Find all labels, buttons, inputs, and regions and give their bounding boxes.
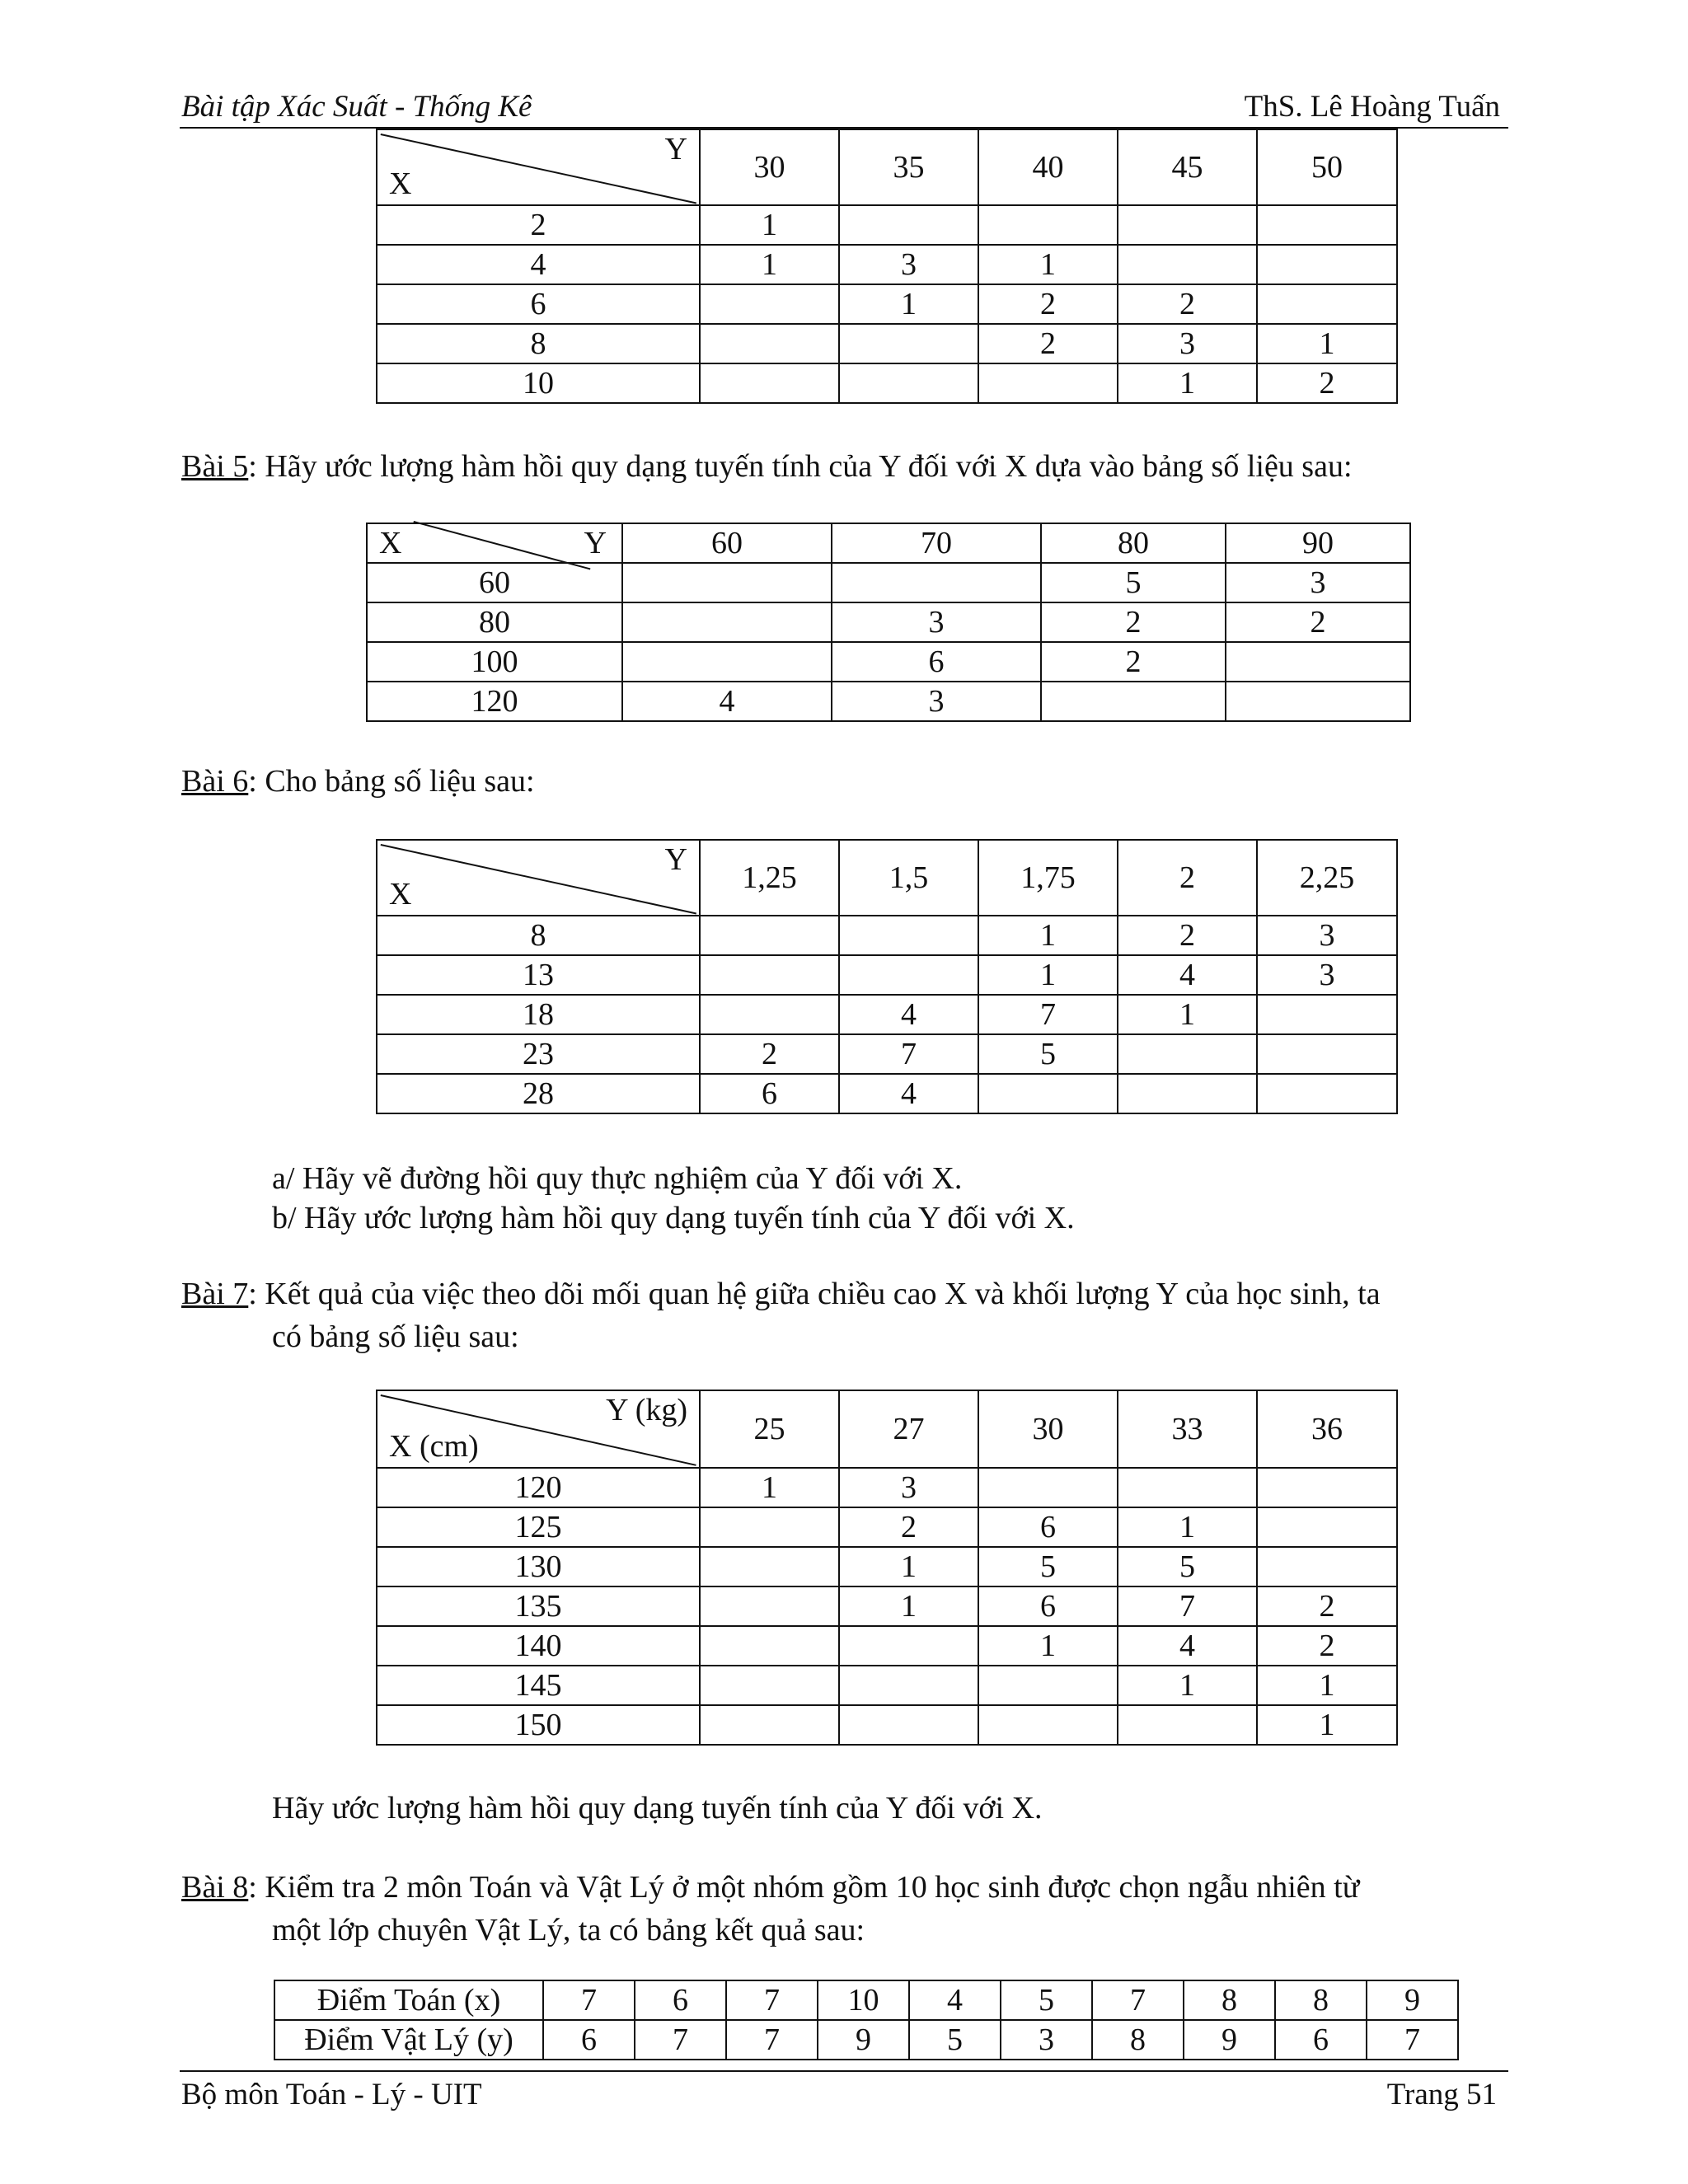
table-row [367,563,1410,602]
table-bai5 [366,523,1411,722]
cell [1257,284,1397,324]
cell: 1 [978,955,1118,995]
cell: 2 [1226,602,1410,642]
table-row [377,995,1397,1034]
row-header: 80 [367,602,622,642]
row-header: 100 [367,642,622,682]
table-row [367,602,1410,642]
table-row [377,1074,1397,1113]
cell [839,1626,978,1666]
cell: 5 [1041,563,1226,602]
col-header: 2,25 [1257,840,1397,916]
cell: 1 [1118,363,1257,403]
cell: 3 [1001,2020,1092,2060]
table-row [377,1705,1397,1745]
cell [978,1074,1118,1113]
cell [700,363,839,403]
cell: 2 [978,324,1118,363]
cell: 5 [978,1547,1118,1586]
table-row [377,916,1397,955]
col-header: 33 [1118,1390,1257,1468]
col-header: 36 [1257,1390,1397,1468]
bai7-note: Hãy ước lượng hàm hồi quy dạng tuyến tính của Y đối với X. [272,1791,1043,1825]
cell: 5 [909,2020,1001,2060]
cell: 2 [1118,284,1257,324]
cell [700,995,839,1034]
cell: 2 [1041,602,1226,642]
cell [1257,1034,1397,1074]
table-row [367,642,1410,682]
table-row [377,284,1397,324]
footer-rule [180,2070,1508,2072]
cell: 2 [1257,1586,1397,1626]
bai6-part-b: b/ Hãy ước lượng hàm hồi quy dạng tuyến tính của Y đối với X. [272,1201,1075,1235]
cell: 1 [1118,1507,1257,1547]
y-axis-label: Y [664,842,687,877]
row-header: 120 [377,1468,700,1507]
row-header: 13 [377,955,700,995]
cell [1041,682,1226,721]
cell: 3 [832,602,1041,642]
cell: 8 [1184,1980,1275,2020]
bai7-label: Bài 7 [181,1277,249,1311]
cell: 7 [635,2020,726,2060]
table-row [377,324,1397,363]
footer-department: Bộ môn Toán - Lý - UIT [181,2078,482,2111]
cell [1257,1547,1397,1586]
row-header: 8 [377,916,700,955]
cell: 4 [1118,1626,1257,1666]
cell: 1 [978,916,1118,955]
table-bai8 [274,1980,1459,2060]
cell: 7 [839,1034,978,1074]
y-axis-label: Y [664,132,687,166]
cell [839,363,978,403]
diagonal-line [381,134,696,204]
y-axis-label: Y [584,526,607,560]
cell [1257,205,1397,245]
row-header: 150 [377,1705,700,1745]
cell: 1 [1257,1666,1397,1705]
row-header: 130 [377,1547,700,1586]
cell [622,642,832,682]
row-header: 145 [377,1666,700,1705]
cell [1257,1507,1397,1547]
cell: 2 [839,1507,978,1547]
cell: 5 [978,1034,1118,1074]
col-header: 50 [1257,129,1397,205]
x-axis-label: X [389,877,412,912]
cell [700,1705,839,1745]
cell: 5 [1118,1547,1257,1586]
cell: 3 [1226,563,1410,602]
cell: 7 [543,1980,635,2020]
col-header: 90 [1226,523,1410,563]
header-author: ThS. Lê Hoàng Tuấn [1244,90,1500,124]
cell: 2 [1118,916,1257,955]
cell: 9 [818,2020,909,2060]
bai8-text-line2: một lớp chuyên Vật Lý, ta có bảng kết quả sau: [272,1913,865,1947]
cell [978,1705,1118,1745]
y-axis-label: Y (kg) [606,1393,687,1427]
table-top-corner [377,129,700,205]
cell: 7 [1092,1980,1184,2020]
cell: 3 [839,245,978,284]
page-number: Trang 51 [1386,2078,1497,2111]
row-header: 18 [377,995,700,1034]
cell [978,1468,1118,1507]
cell: 3 [832,682,1041,721]
diagonal-line [381,844,696,914]
cell [978,363,1118,403]
bai7-text-line2: có bảng số liệu sau: [272,1319,519,1354]
table-row [274,2020,1458,2060]
bai6-label: Bài 6 [181,764,249,799]
cell: 1 [839,284,978,324]
cell [839,955,978,995]
cell: 9 [1184,2020,1275,2060]
table-row [377,363,1397,403]
cell [1118,1705,1257,1745]
bai8-label: Bài 8 [181,1870,249,1905]
cell: 1 [1118,995,1257,1034]
cell: 2 [700,1034,839,1074]
cell [978,205,1118,245]
table-row [377,1586,1397,1626]
cell [700,1507,839,1547]
cell [1118,1074,1257,1113]
table-row [377,1547,1397,1586]
row-header: 2 [377,205,700,245]
bai6-text: : Cho bảng số liệu sau: [248,764,535,799]
cell: 3 [1118,324,1257,363]
x-axis-label: X [379,526,402,560]
table-bai7 [376,1390,1398,1746]
bai6-prompt [181,758,1510,804]
cell [700,1586,839,1626]
cell [700,955,839,995]
cell: 2 [1257,1626,1397,1666]
cell [1257,245,1397,284]
col-header: 2 [1118,840,1257,916]
cell [700,1666,839,1705]
cell: 3 [839,1468,978,1507]
cell [839,1705,978,1745]
cell: 4 [1118,955,1257,995]
header-title: Bài tập Xác Suất - Thống Kê [181,90,532,124]
cell [839,1666,978,1705]
cell: 2 [1041,642,1226,682]
row-header: 6 [377,284,700,324]
bai5-text: : Hãy ước lượng hàm hồi quy dạng tuyến tính của Y đối với X dựa vào bảng số liệu sau: [248,449,1353,484]
cell: 3 [1257,916,1397,955]
row-header: Điểm Toán (x) [274,1980,543,2020]
table-row [367,682,1410,721]
col-header: 27 [839,1390,978,1468]
cell: 6 [832,642,1041,682]
cell: 6 [700,1074,839,1113]
cell: 6 [978,1507,1118,1547]
bai5-prompt [181,443,1510,490]
row-header: 60 [367,563,622,602]
cell: 6 [635,1980,726,2020]
table-row [377,1468,1397,1507]
table-top [376,129,1398,404]
cell: 1 [978,245,1118,284]
cell: 1 [1257,324,1397,363]
col-header: 40 [978,129,1118,205]
cell: 7 [726,2020,818,2060]
cell [978,1666,1118,1705]
cell [839,324,978,363]
table-row [377,1626,1397,1666]
cell: 1 [700,205,839,245]
cell [1226,682,1410,721]
col-header: 60 [622,523,832,563]
row-header: Điểm Vật Lý (y) [274,2020,543,2060]
x-axis-label: X [389,166,412,201]
row-header: 135 [377,1586,700,1626]
cell: 7 [1367,2020,1458,2060]
col-header: 1,5 [839,840,978,916]
col-header: 1,75 [978,840,1118,916]
table-row [377,245,1397,284]
cell: 3 [1257,955,1397,995]
col-header: 25 [700,1390,839,1468]
col-header: 35 [839,129,978,205]
cell: 9 [1367,1980,1458,2020]
bai5-label: Bài 5 [181,449,249,484]
col-header: 45 [1118,129,1257,205]
cell: 2 [1257,363,1397,403]
cell: 4 [622,682,832,721]
cell: 1 [1257,1705,1397,1745]
row-header: 120 [367,682,622,721]
col-header: 30 [978,1390,1118,1468]
row-header: 28 [377,1074,700,1113]
row-header: 8 [377,324,700,363]
table-row [274,1980,1458,2020]
cell: 7 [726,1980,818,2020]
x-axis-label: X (cm) [389,1429,479,1464]
col-header: 80 [1041,523,1226,563]
cell [700,284,839,324]
cell [1118,205,1257,245]
cell [1257,995,1397,1034]
col-header: 30 [700,129,839,205]
cell: 1 [700,1468,839,1507]
cell [700,1626,839,1666]
cell [700,324,839,363]
row-header: 23 [377,1034,700,1074]
cell: 8 [1275,1980,1367,2020]
bai8-prompt [181,1864,1510,1910]
table-row [377,205,1397,245]
bai7-prompt [181,1271,1510,1317]
cell: 1 [1118,1666,1257,1705]
cell [839,916,978,955]
table-bai5-corner [367,523,622,563]
cell: 6 [543,2020,635,2060]
cell [839,205,978,245]
bai8-text: : Kiểm tra 2 môn Toán và Vật Lý ở một nhóm gồm 10 học sinh được chọn ngẫu nhiên từ [248,1870,1360,1905]
cell: 1 [700,245,839,284]
cell [1257,1468,1397,1507]
cell: 5 [1001,1980,1092,2020]
cell: 7 [1118,1586,1257,1626]
table-bai6-corner [377,840,700,916]
cell [622,602,832,642]
diagonal-line [413,521,590,569]
cell [1118,1034,1257,1074]
table-row [377,1507,1397,1547]
col-header: 70 [832,523,1041,563]
cell [832,563,1041,602]
cell: 1 [978,1626,1118,1666]
row-header: 4 [377,245,700,284]
cell [1226,642,1410,682]
row-header: 10 [377,363,700,403]
cell: 6 [978,1586,1118,1626]
cell: 1 [839,1586,978,1626]
cell [700,916,839,955]
table-bai7-corner [377,1390,700,1468]
cell: 8 [1092,2020,1184,2060]
table-bai6 [376,839,1398,1114]
bai6-part-a: a/ Hãy vẽ đường hồi quy thực nghiệm của Y đối với X. [272,1161,963,1196]
cell [622,563,832,602]
cell: 4 [909,1980,1001,2020]
cell: 10 [818,1980,909,2020]
bai7-text: : Kết quả của việc theo dõi mối quan hệ giữa chiều cao X và khối lượng Y của học sinh, ta [248,1277,1381,1311]
cell: 1 [839,1547,978,1586]
col-header: 1,25 [700,840,839,916]
table-row [377,1666,1397,1705]
row-header: 125 [377,1507,700,1547]
table-row [377,955,1397,995]
cell: 2 [978,284,1118,324]
cell [1118,245,1257,284]
table-row [377,1034,1397,1074]
cell [1257,1074,1397,1113]
cell [1118,1468,1257,1507]
cell [700,1547,839,1586]
cell: 7 [978,995,1118,1034]
cell: 4 [839,995,978,1034]
cell: 6 [1275,2020,1367,2060]
row-header: 140 [377,1626,700,1666]
cell: 4 [839,1074,978,1113]
